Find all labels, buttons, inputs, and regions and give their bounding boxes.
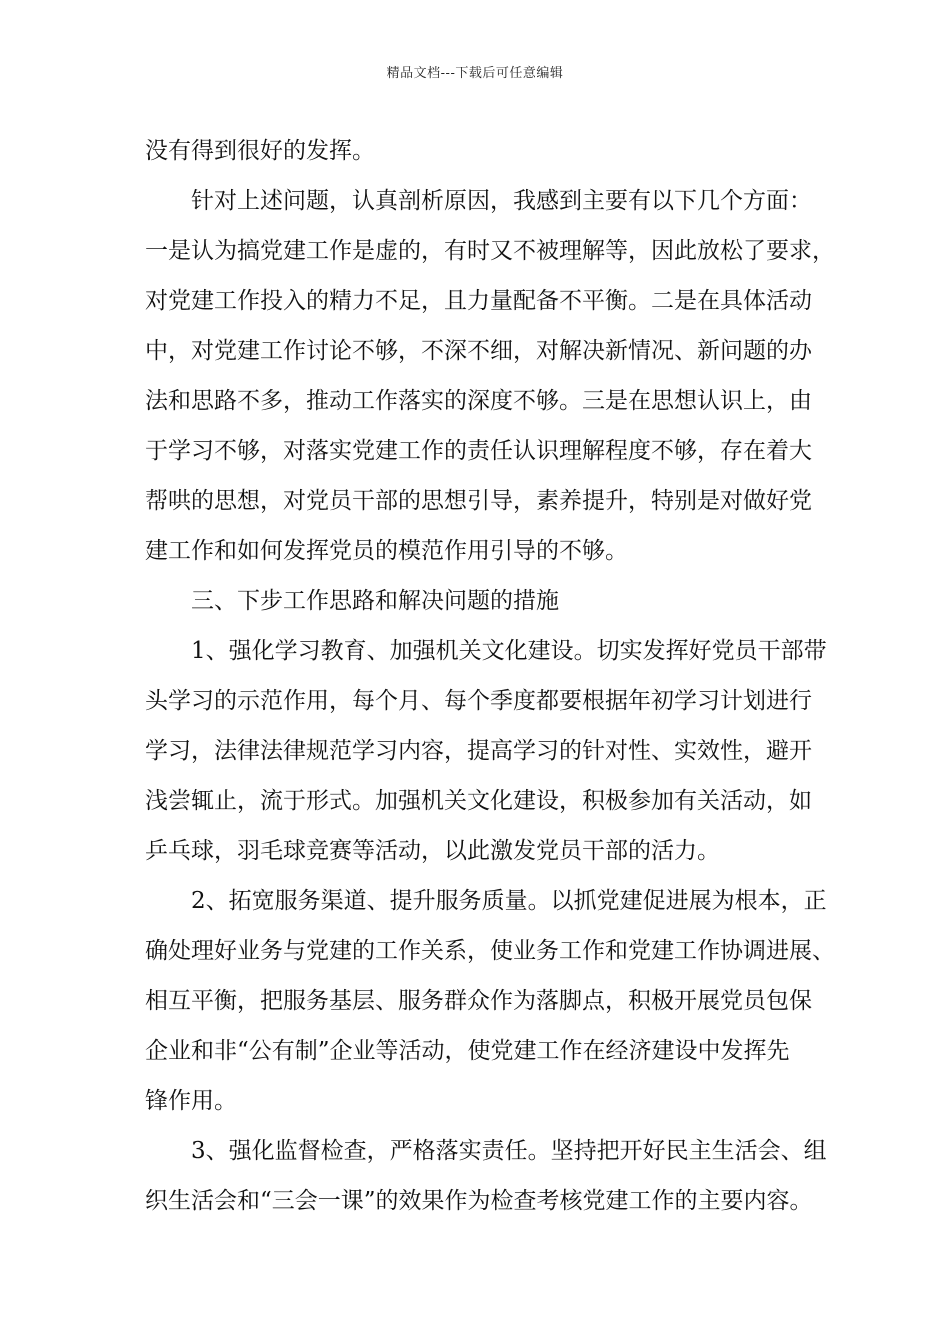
text-line: 法和思路不多，推动工作落实的深度不够。三是在思想认识上，由 [145,388,812,414]
text-line: 确处理好业务与党建的工作关系，使业务工作和党建工作协调进展、 [145,938,835,964]
text-line: 2、拓宽服务渠道、提升服务质量。以抓党建促进展为根本，正 [191,888,827,914]
text-line: 对党建工作投入的精力不足，且力量配备不平衡。二是在具体活动 [145,288,812,314]
text-line: 一是认为搞党建工作是虚的，有时又不被理解等，因此放松了要求， [145,238,835,264]
text-line: 学习，法律法律规范学习内容，提高学习的针对性、实效性，避开 [145,738,812,764]
text-line: 中，对党建工作讨论不够，不深不细，对解决新情况、新问题的办 [145,338,812,364]
text-line: 锋作用。 [145,1088,237,1114]
text-line: 相互平衡，把服务基层、服务群众作为落脚点，积极开展党员包保 [145,988,812,1014]
page-header: 精品文档---下载后可任意编辑 [386,66,564,81]
text-line: 于学习不够，对落实党建工作的责任认识理解程度不够，存在着大 [145,438,812,464]
text-line: 企业和非“公有制”企业等活动，使党建工作在经济建设中发挥先 [145,1038,790,1064]
text-line: 针对上述问题，认真剖析原因，我感到主要有以下几个方面： [191,188,812,214]
section-heading: 三、下步工作思路和解决问题的措施 [191,588,559,614]
text-line: 帮哄的思想，对党员干部的思想引导，素养提升，特别是对做好党 [145,488,812,514]
text-line: 3、强化监督检查，严格落实责任。坚持把开好民主生活会、组 [191,1138,827,1164]
text-line: 织生活会和“三会一课”的效果作为检查考核党建工作的主要内容。 [145,1188,813,1214]
text-line: 头学习的示范作用，每个月、每个季度都要根据年初学习计划进行 [145,688,812,714]
text-line: 没有得到很好的发挥。 [145,138,375,164]
text-line: 1、强化学习教育、加强机关文化建设。切实发挥好党员干部带 [191,638,827,664]
text-line: 建工作和如何发挥党员的模范作用引导的不够。 [145,538,628,564]
text-line: 乒乓球，羽毛球竞赛等活动，以此激发党员干部的活力。 [145,838,720,864]
text-line: 浅尝辄止，流于形式。加强机关文化建设，积极参加有关活动，如 [145,788,812,814]
